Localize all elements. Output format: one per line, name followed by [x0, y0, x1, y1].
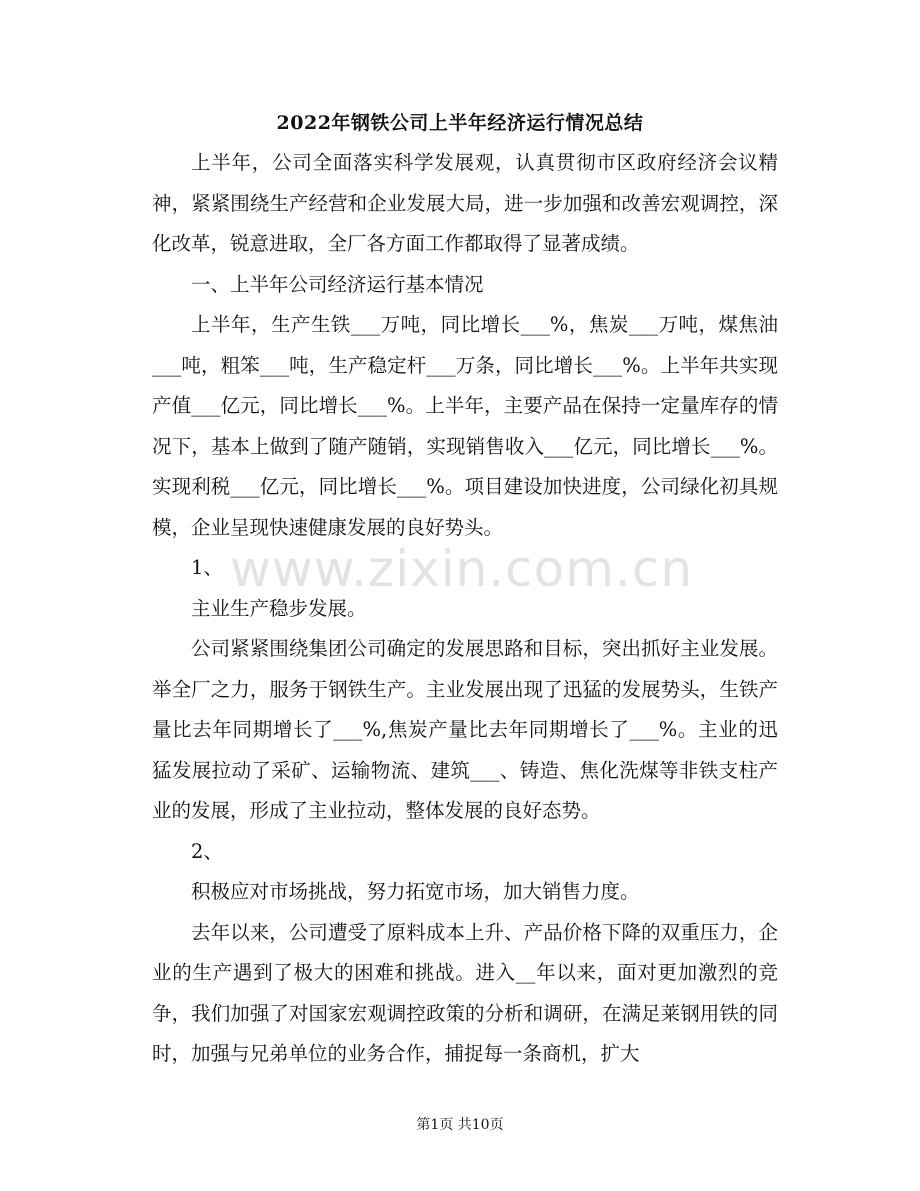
paragraph-main-business: 公司紧紧围绕集团公司确定的发展思路和目标，突出抓好主业发展。举全厂之力，服务于钢铁生产。主业发展出现了迅猛的发展势头，生铁产量比去年同期增长了___%,焦炭产量比去年同期增长了___%。主业的迅猛发展拉动了采矿、运输物流、建筑___、铸造、焦化洗煤等非铁支柱产业的发展，形成了主业拉动，整体发展的良好态势。	[152, 637, 778, 822]
item-heading-2: 积极应对市场挑战，努力拓宽市场，加大销售力度。	[191, 880, 640, 903]
item-number-2: 2、	[191, 839, 223, 863]
section-heading: 一、上半年公司经济运行基本情况	[191, 272, 484, 296]
document-body	[152, 143, 778, 1075]
watermark: www.zixin.com.cn	[230, 540, 694, 598]
item-number-1: 1、	[191, 556, 223, 579]
paragraph-market: 去年以来，公司遭受了原料成本上升、产品价格下降的双重压力，企业的生产遇到了极大的困难和挑战。进入__年以来，面对更加激烈的竞争，我们加强了对国家宏观调控政策的分析和调研，在满足莱钢用铁的同时，加强与兄弟单位的业务合作，捕捉每一条商机，扩大	[152, 920, 778, 1065]
paragraph-overview: 上半年，生产生铁___万吨，同比增长___%，焦炭___万吨，煤焦油___吨，粗笨___吨，生产稳定杆___万条，同比增长___%。上半年共实现产值___亿元，同比增长___%。上半年，主要产品在保持一定量库存的情况下，基本上做到了随产随销，实现销售收入___亿元，同比增长___%。实现利税___亿元，同比增长___%。项目建设加快进度，公司绿化初具规模，企业呈现快速健康发展的良好势头。	[152, 313, 778, 539]
page-footer: 第1页 共10页	[416, 1117, 504, 1133]
document-title: 2022年钢铁公司上半年经济运行情况总结	[276, 112, 644, 134]
item-heading-1: 主业生产稳步发展。	[191, 596, 367, 620]
paragraph-intro: 上半年，公司全面落实科学发展观，认真贯彻市区政府经济会议精神，紧紧围绕生产经营和企业发展大局，进一步加强和改善宏观调控，深化改革，锐意进取，全厂各方面工作都取得了显著成绩。	[152, 151, 778, 255]
